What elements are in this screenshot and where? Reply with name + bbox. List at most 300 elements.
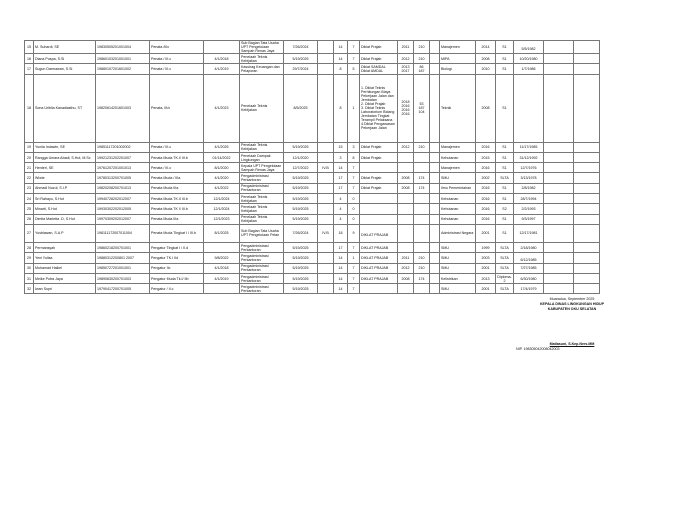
cell-eselon: [318, 273, 334, 283]
cell-diklat-thn: [398, 284, 414, 294]
empty-cell: [544, 263, 574, 273]
cell-lahir: 28/7/1994: [514, 194, 544, 204]
cell-tmt-jab: 5/19/2025: [284, 284, 318, 294]
cell-no: 18: [25, 74, 34, 142]
cell-pend-ijazah: SLTA: [496, 242, 514, 252]
empty-cell: [574, 194, 600, 204]
cell-lahir: 17/4/1979: [514, 284, 544, 294]
empty-cell: [430, 224, 440, 242]
cell-tmt-jab: 7/26/2024: [284, 41, 318, 54]
cell-pangkat: Pengatur / II.c: [150, 284, 204, 294]
cell-mk-bln: 8: [348, 152, 360, 162]
cell-no: 24: [25, 194, 34, 204]
cell-mk-thn: 14: [334, 284, 348, 294]
cell-nama: Yunila Indawin, SE: [34, 142, 96, 152]
cell-pend-nama: SMU: [440, 242, 476, 252]
cell-diklat: Diklat Prajab: [360, 54, 398, 64]
empty-cell: [574, 183, 600, 193]
cell-pangkat: Penata / III.c: [150, 142, 204, 152]
cell-tmt-jab: 5/19/2025: [284, 173, 318, 183]
cell-mk-thn: 4: [334, 214, 348, 224]
cell-tmt: 9/8/2022: [204, 253, 240, 263]
empty-cell: [430, 242, 440, 252]
cell-pend-lulus: 2015: [476, 152, 496, 162]
empty-cell: [574, 74, 600, 142]
cell-no: 15: [25, 41, 34, 54]
cell-pangkat: Penata Muda TK.II III.b: [150, 194, 204, 204]
cell-tmt: 4/1/2022: [204, 183, 240, 193]
cell-mk-bln: 7: [348, 263, 360, 273]
cell-diklat-thn: 2011: [398, 253, 414, 263]
cell-nip: 19880107201601002: [96, 64, 150, 74]
cell-lahir: 31/12/1992: [514, 152, 544, 162]
cell-nip: 19851117201002002: [96, 142, 150, 152]
table-row: [25, 64, 600, 74]
cell-jabatan: Pengadministrasi Perkantoran: [240, 173, 284, 183]
cell-pend-ijazah: S1: [496, 142, 514, 152]
cell-no: 21: [25, 163, 34, 173]
cell-nip: 19761207201001013: [96, 163, 150, 173]
cell-diklat-jam: [414, 214, 430, 224]
cell-jabatan: Pengadministrasi Perkantoran: [240, 273, 284, 283]
cell-pangkat: Pengatur IIc: [150, 263, 204, 273]
signatory-title-1: KEPALA DINAS LINGKUNGAN HIDUP: [539, 302, 605, 306]
cell-jabatan: Penelaah Teknis Kebijakan: [240, 54, 284, 64]
empty-cell: [544, 284, 574, 294]
cell-tmt: 4/1/2020: [204, 173, 240, 183]
cell-lahir: 9/3/1997: [514, 214, 544, 224]
cell-diklat-thn: 2008: [398, 273, 414, 283]
cell-eselon: [318, 284, 334, 294]
cell-mk-thn: 14: [334, 54, 348, 64]
cell-tmt: 8/1/2020: [204, 163, 240, 173]
cell-no: 22: [25, 173, 34, 183]
cell-tmt-jab: 5/19/2025: [284, 263, 318, 273]
cell-pend-lulus: 1999: [476, 242, 496, 252]
cell-pangkat: Penata Muda IIIa: [150, 183, 204, 193]
cell-nip: 19940728202012007: [96, 194, 150, 204]
table-row: [25, 194, 600, 204]
cell-diklat-jam: [414, 242, 430, 252]
cell-pangkat: Pengatur TK.I IId: [150, 253, 204, 263]
cell-lahir: 6/12/1985: [514, 253, 544, 263]
cell-tmt-jab: 12/7/2022: [284, 163, 318, 173]
cell-no: 30: [25, 263, 34, 273]
cell-nip: 198111172007011004: [96, 224, 150, 242]
cell-diklat: DIKLAT PRAJAB: [360, 263, 398, 273]
cell-pend-nama: Kehutanan: [440, 152, 476, 162]
cell-mk-thn: 4: [334, 204, 348, 214]
employee-table: [24, 40, 600, 294]
cell-pend-nama: Administrasi Negara: [440, 224, 476, 242]
cell-diklat-thn: 2011: [398, 41, 414, 54]
cell-diklat-jam: 174: [414, 183, 430, 193]
cell-diklat: DIKLAT PRAJAB: [360, 242, 398, 252]
cell-eselon: [318, 152, 334, 162]
cell-diklat-thn: 2012: [398, 263, 414, 273]
cell-nama: Muhamad Haikel: [34, 263, 96, 273]
cell-mk-bln: 0: [348, 194, 360, 204]
table-row: [25, 253, 600, 263]
table-row: [25, 242, 600, 252]
empty-cell: [544, 224, 574, 242]
empty-cell: [574, 142, 600, 152]
empty-cell: [430, 273, 440, 283]
cell-pend-ijazah: SLTA: [496, 284, 514, 294]
cell-pend-nama: SMU: [440, 284, 476, 294]
empty-cell: [574, 253, 600, 263]
cell-tmt: [204, 284, 240, 294]
cell-diklat-thn: 2012: [398, 54, 414, 64]
cell-mk-thn: 4: [334, 194, 348, 204]
cell-pangkat: Penata / III.c: [150, 163, 204, 173]
cell-no: 29: [25, 253, 34, 263]
cell-nama: Sri Rahayu, S.Hut: [34, 194, 96, 204]
empty-cell: [430, 54, 440, 64]
cell-tmt: [204, 41, 240, 54]
cell-pend-lulus: 2001: [476, 263, 496, 273]
cell-diklat-jam: 210: [414, 41, 430, 54]
cell-pend-lulus: 2016: [476, 204, 496, 214]
cell-pend-ijazah: S1: [496, 152, 514, 162]
empty-cell: [430, 163, 440, 173]
cell-nip: 19860103201001001: [96, 54, 150, 64]
cell-pend-nama: Kehutanan: [440, 204, 476, 214]
cell-mk-thn: 14: [334, 253, 348, 263]
cell-diklat-thn: 2013 2017: [398, 64, 414, 74]
cell-eselon: [318, 183, 334, 193]
cell-pangkat: Penata / III.c: [150, 64, 204, 74]
signatory-name: Matlasuni, S.Kep.Ners.MM: [549, 342, 595, 346]
empty-cell: [544, 64, 574, 74]
cell-pend-lulus: 2016: [476, 163, 496, 173]
cell-nip: 19790417200701005: [96, 284, 150, 294]
cell-nip: 19970309202012007: [96, 214, 150, 224]
cell-tmt: 4/1/2018: [204, 54, 240, 64]
cell-eselon: IV.B: [318, 163, 334, 173]
cell-pend-nama: SMU: [440, 173, 476, 183]
cell-pend-nama: Kelistrikan: [440, 273, 476, 283]
cell-pend-ijazah: S1: [496, 54, 514, 64]
cell-diklat: DIKLAT PRAJAB: [360, 273, 398, 283]
table-row: [25, 163, 600, 173]
cell-pend-ijazah: S1: [496, 41, 514, 54]
cell-tmt-jab: 8/5/2025: [284, 74, 318, 142]
cell-tmt: [204, 242, 240, 252]
cell-tmt: 4/1/2019: [204, 273, 240, 283]
cell-tmt: 12/1/2024: [204, 204, 240, 214]
cell-diklat: Diklat SAMDAL Diklat AMDAL: [360, 64, 398, 74]
cell-mk-bln: 5: [348, 64, 360, 74]
cell-pend-nama: Manajemen: [440, 163, 476, 173]
empty-cell: [544, 152, 574, 162]
cell-nama: Minarti, S.Hut: [34, 204, 96, 214]
cell-jabatan: Pengadministrasi Perkantoran: [240, 284, 284, 294]
cell-lahir: [514, 74, 544, 142]
cell-pend-ijazah: S1: [496, 214, 514, 224]
cell-pend-ijazah: SLTA: [496, 263, 514, 273]
cell-eselon: IV.B: [318, 224, 334, 242]
cell-lahir: 12/7/1976: [514, 163, 544, 173]
cell-pend-nama: SMU: [440, 263, 476, 273]
cell-jabatan: Sub Bagian Tata Usaha UPT Pengelolaan Pelan: [240, 224, 284, 242]
cell-mk-bln: 0: [348, 204, 360, 214]
empty-cell: [574, 273, 600, 283]
cell-lahir: 5/5/1982: [514, 41, 544, 54]
empty-cell: [574, 242, 600, 252]
cell-diklat: [360, 284, 398, 294]
cell-tmt: 12/1/2024: [204, 194, 240, 204]
signatory-nip: NIP. 198305042008042003: [516, 347, 560, 351]
cell-nama: Sona Uriblia Kanadiasthu, ST: [34, 74, 96, 142]
cell-pend-nama: Kehutanan: [440, 214, 476, 224]
cell-mk-bln: 7: [348, 183, 360, 193]
cell-jabatan: Pengadministrasi Perkantoran: [240, 183, 284, 193]
cell-diklat: 1. Diklat Teknis Perhitungan Biaya Pekerjaan Jalan dan Jembatan 2. Diklat Prajab 3. Diklat Teknis Laboratorium Bidang Jembatan Tingkat Terampil Pelaksana 4.Diklat Pengawasan Pekerjaan Jalan: [360, 74, 398, 142]
cell-diklat: Diklat Prajab: [360, 41, 398, 54]
cell-no: 26: [25, 214, 34, 224]
cell-diklat-jam: 86 187: [414, 64, 430, 74]
empty-cell: [430, 64, 440, 74]
cell-tmt-jab: 7/26/2024: [284, 224, 318, 242]
cell-no: 16: [25, 54, 34, 64]
empty-cell: [574, 152, 600, 162]
cell-nama: Sugun Darmawan, S.Si: [34, 64, 96, 74]
cell-diklat-jam: 53 187 104: [414, 74, 430, 142]
cell-jabatan: Penelaah Teknis Kebijakan: [240, 204, 284, 214]
cell-mk-bln: 1: [348, 74, 360, 142]
cell-pend-lulus: 2016: [476, 194, 496, 204]
cell-mk-bln: 7: [348, 54, 360, 64]
cell-mk-bln: 7: [348, 273, 360, 283]
cell-mk-thn: 17: [334, 183, 348, 193]
cell-pangkat: Penata /IIIc: [150, 41, 204, 54]
cell-mk-bln: 7: [348, 41, 360, 54]
empty-cell: [544, 273, 574, 283]
empty-cell: [574, 214, 600, 224]
cell-no: 28: [25, 242, 34, 252]
empty-cell: [430, 183, 440, 193]
cell-pangkat: Pengatur Muda Tk.I/ IIb: [150, 273, 204, 283]
cell-diklat-thn: 2018 2016 2016 2016: [398, 74, 414, 142]
cell-pend-nama: Teknik: [440, 74, 476, 142]
cell-nama: Permansyah: [34, 242, 96, 252]
cell-mk-thn: 17: [334, 242, 348, 252]
cell-nip: 19921231202201007: [96, 152, 150, 162]
empty-cell: [430, 41, 440, 54]
empty-cell: [574, 54, 600, 64]
cell-diklat-thn: [398, 242, 414, 252]
empty-cell: [430, 253, 440, 263]
cell-eselon: [318, 173, 334, 183]
empty-cell: [430, 74, 440, 142]
cell-eselon: [318, 64, 334, 74]
cell-diklat-thn: [398, 152, 414, 162]
empty-cell: [574, 41, 600, 54]
empty-cell: [544, 204, 574, 214]
cell-mk-thn: 8: [334, 74, 348, 142]
table-row: [25, 142, 600, 152]
cell-diklat-jam: 210: [414, 253, 430, 263]
cell-diklat-thn: 2008: [398, 183, 414, 193]
cell-pend-ijazah: SLTA: [496, 173, 514, 183]
cell-mk-thn: 14: [334, 41, 348, 54]
empty-cell: [544, 54, 574, 64]
cell-mk-thn: 14: [334, 263, 348, 273]
cell-no: 27: [25, 224, 34, 242]
cell-mk-thn: 17: [334, 173, 348, 183]
cell-mk-bln: 7: [348, 163, 360, 173]
cell-mk-bln: 9: [348, 224, 360, 242]
cell-eselon: [318, 54, 334, 64]
cell-tmt: 8/1/2025: [204, 224, 240, 242]
cell-lahir: 6/30/1980: [514, 273, 544, 283]
cell-pangkat: Penata Muda IIIa: [150, 214, 204, 224]
cell-tmt-jab: 5/19/2025: [284, 183, 318, 193]
cell-jabatan: Penelaah Teknis Kebijakan: [240, 214, 284, 224]
cell-mk-thn: 18: [334, 224, 348, 242]
cell-pend-ijazah: S1: [496, 64, 514, 74]
empty-cell: [574, 204, 600, 214]
cell-pangkat: Penata Muda Tingkat I / III.b: [150, 224, 204, 242]
cell-eselon: [318, 253, 334, 263]
cell-eselon: [318, 214, 334, 224]
cell-lahir: 12/17/1981: [514, 224, 544, 242]
empty-cell: [574, 64, 600, 74]
cell-diklat-jam: [414, 152, 430, 162]
cell-pend-ijazah: SLTA: [496, 253, 514, 263]
cell-pend-lulus: 2001: [476, 224, 496, 242]
cell-diklat: DIKLAT PRAJAB: [360, 253, 398, 263]
cell-tmt-jab: 5/19/2025: [284, 142, 318, 152]
cell-jabatan: Sub Bagian Tata Usaha UPT Pengelolaan Sampah Renas Jaya: [240, 41, 284, 54]
empty-cell: [544, 74, 574, 142]
cell-diklat: Diklat Prajab: [360, 173, 398, 183]
cell-pend-nama: Ilmu Pemerintahan: [440, 183, 476, 193]
cell-tmt-jab: 29/7/2024: [284, 64, 318, 74]
table-row: [25, 214, 600, 224]
cell-pend-lulus: 2010: [476, 64, 496, 74]
cell-diklat-thn: [398, 224, 414, 242]
cell-tmt: 4/1/2018: [204, 263, 240, 273]
cell-diklat-jam: [414, 163, 430, 173]
empty-cell: [544, 41, 574, 54]
cell-pend-lulus: 2016: [476, 183, 496, 193]
cell-jabatan: Penelaah Teknis Kebijakan: [240, 194, 284, 204]
cell-nama: Yusbiawan, S.A.P: [34, 224, 96, 242]
cell-nama: Iwan Supri: [34, 284, 96, 294]
cell-jabatan: Pengadministrasi Perkantoran: [240, 242, 284, 252]
empty-cell: [430, 284, 440, 294]
cell-pend-nama: Manajemen: [440, 142, 476, 152]
cell-pend-ijazah: S1: [496, 194, 514, 204]
empty-cell: [574, 173, 600, 183]
cell-nip: 19850727201001001: [96, 263, 150, 273]
cell-jabatan: Kepala UPT Pengelolaan Sampah Renas Jaya: [240, 163, 284, 173]
cell-lahir: 2/18/1980: [514, 242, 544, 252]
cell-pend-ijazah: S1: [496, 224, 514, 242]
empty-cell: [574, 263, 600, 273]
table-body: [25, 41, 600, 294]
cell-diklat-thn: [398, 194, 414, 204]
cell-nip: 19890630200701003: [96, 273, 150, 283]
cell-eselon: [318, 74, 334, 142]
empty-cell: [544, 142, 574, 152]
cell-pend-nama: Biologi: [440, 64, 476, 74]
cell-lahir: 10/20/1980: [514, 54, 544, 64]
table-row: [25, 183, 600, 193]
cell-lahir: 2/8/1982: [514, 183, 544, 193]
cell-pend-nama: SMU: [440, 253, 476, 263]
empty-cell: [544, 242, 574, 252]
cell-no: 25: [25, 204, 34, 214]
cell-tmt: 4/1/2019: [204, 64, 240, 74]
empty-cell: [544, 214, 574, 224]
cell-jabatan: Penelaah Dampak Lingkungan: [240, 152, 284, 162]
cell-nip: 19820208200701013: [96, 183, 150, 193]
empty-cell: [430, 263, 440, 273]
cell-pend-lulus: 2016: [476, 214, 496, 224]
table-row: [25, 263, 600, 273]
empty-cell: [544, 163, 574, 173]
cell-diklat: [360, 194, 398, 204]
cell-diklat-jam: 174: [414, 173, 430, 183]
cell-nama: M. Suhardi, SE: [34, 41, 96, 54]
cell-diklat-thn: [398, 214, 414, 224]
cell-pend-ijazah: S1: [496, 183, 514, 193]
cell-tmt: 4/1/2025: [204, 142, 240, 152]
empty-cell: [544, 194, 574, 204]
cell-mk-bln: 7: [348, 242, 360, 252]
cell-lahir: 2/2/1993: [514, 204, 544, 214]
cell-tmt-jab: 5/19/2025: [284, 194, 318, 204]
cell-eselon: [318, 142, 334, 152]
cell-diklat-thn: [398, 163, 414, 173]
cell-lahir: 7/27/1985: [514, 263, 544, 273]
cell-lahir: 1/7/1986: [514, 64, 544, 74]
cell-pend-lulus: 2001: [476, 284, 496, 294]
cell-diklat-jam: [414, 224, 430, 242]
cell-nama: Meike Putra Jaya: [34, 273, 96, 283]
table-row: [25, 224, 600, 242]
cell-mk-thn: 3: [334, 152, 348, 162]
cell-tmt-jab: 5/19/2025: [284, 54, 318, 64]
cell-pend-nama: Kehutanan: [440, 194, 476, 204]
cell-pend-lulus: 2016: [476, 142, 496, 152]
cell-no: 20: [25, 152, 34, 162]
cell-diklat: Diklat Prajab: [360, 142, 398, 152]
cell-pend-ijazah: S2: [496, 204, 514, 214]
cell-diklat-jam: [414, 194, 430, 204]
table-row: [25, 41, 600, 54]
cell-tmt: 12/1/2023: [204, 214, 240, 224]
cell-jabatan: Kasubag Keuangan dan Pelaporan: [240, 64, 284, 74]
cell-diklat-jam: 174: [414, 273, 430, 283]
cell-no: 31: [25, 273, 34, 283]
cell-diklat-thn: [398, 204, 414, 214]
signatory-title-2: KABUPATEN OKU SELATAN: [547, 307, 597, 311]
cell-pend-ijazah: S1: [496, 163, 514, 173]
cell-diklat-jam: 210: [414, 142, 430, 152]
cell-nama: Wiwie: [34, 173, 96, 183]
cell-nip: 19830505201001004: [96, 41, 150, 54]
cell-diklat-jam: 210: [414, 263, 430, 273]
empty-cell: [544, 173, 574, 183]
table-row: [25, 284, 600, 294]
cell-eselon: [318, 194, 334, 204]
cell-pend-nama: MIPA: [440, 54, 476, 64]
cell-nip: 19860218200701001: [96, 242, 150, 252]
